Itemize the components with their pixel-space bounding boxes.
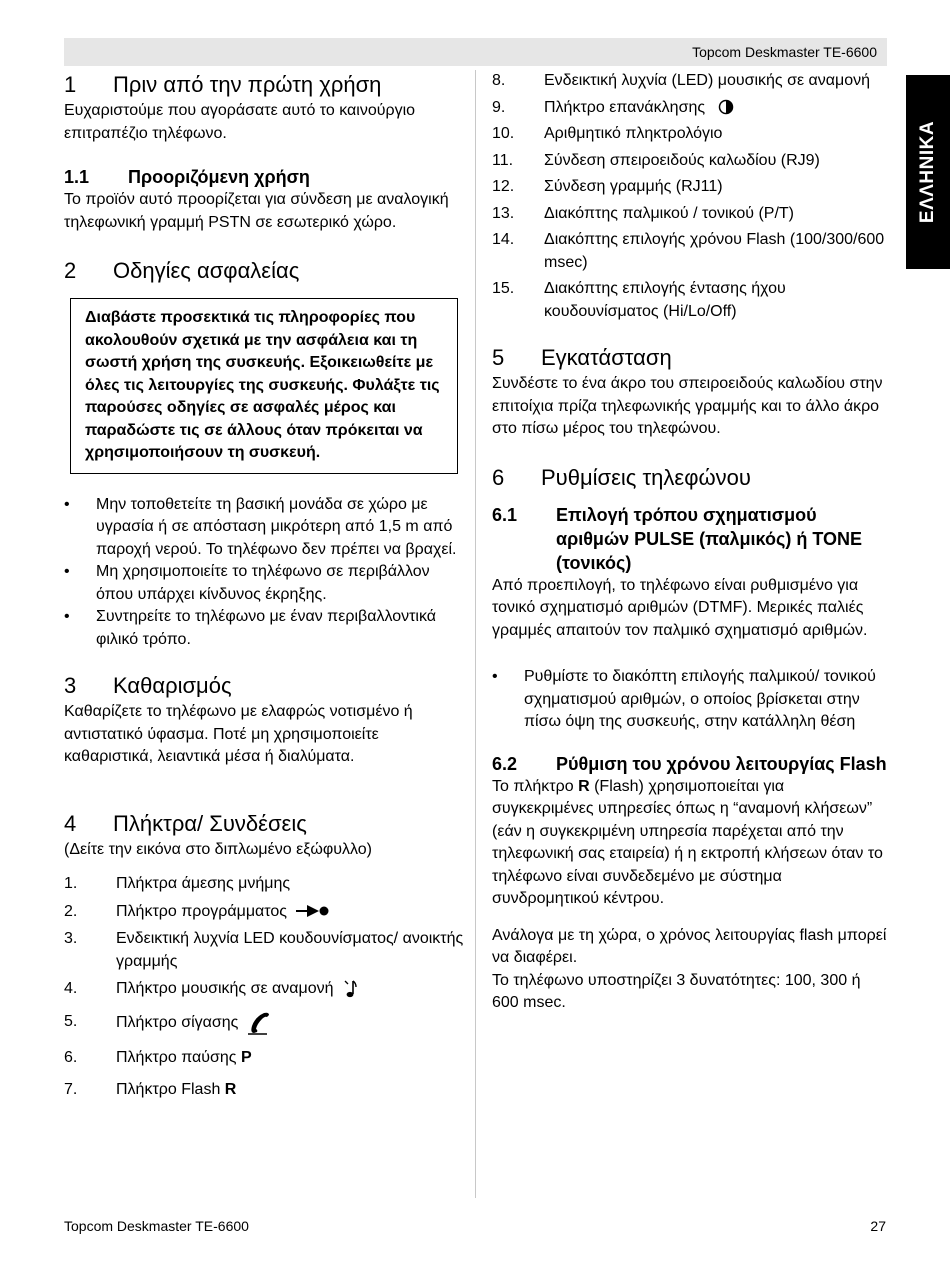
section-3-heading: 3 Καθαρισμός	[64, 673, 232, 698]
mute-handset-icon	[247, 1011, 273, 1035]
page-header	[64, 38, 887, 66]
program-arrow-icon	[295, 904, 329, 918]
section-1-1-heading: 1.1 Προοριζόμενη χρήση	[64, 167, 310, 187]
redial-icon	[714, 99, 738, 115]
section-6-1-heading: 6.1 Επιλογή τρόπου σχηματισμού αριθμών PULSE (παλμικός) ή TONE (τονικός)	[492, 504, 862, 573]
list-item: 13. Διακόπτης παλμικού / τονικού (P/T)	[492, 204, 794, 222]
section-4-heading: 4 Πλήκτρα/ Συνδέσεις	[64, 810, 307, 836]
list-item: 1. Πλήκτρα άμεσης μνήμης	[64, 875, 291, 892]
safety-warning-text: Διαβάστε προσεκτικά τις πληροφορίες που ακολουθούν σχετικά με την ασφάλεια και τη σωστή χρήση της συσκευής. Εξοικειωθείτε με όλες τις λειτουργίες της συσκευής. Φυλάξτε τις παρούσες οδηγίες σε ασφαλές μέρος και παραδώστε τις σε άλλους όταν πρόκειται να χρησιμοποιήσουν τη συσκευή.	[85, 309, 440, 461]
music-note-icon	[342, 979, 358, 999]
list-item: • Μη χρησιμοποιείτε το τηλέφωνο σε περιβάλλον όπου υπάρχει κίνδυνος έκρηξης.	[64, 563, 430, 603]
header-title: Topcom Deskmaster TE-6600	[692, 44, 877, 60]
section-4-subtitle: (Δείτε την εικόνα στο διπλωμένο εξώφυλλο)	[64, 840, 373, 858]
section-6-2-heading: 6.2 Ρύθμιση του χρόνου λειτουργίας Flash	[492, 753, 887, 774]
flash-key-label: R	[224, 1081, 237, 1098]
left-column	[64, 70, 464, 1102]
section-5-text: Συνδέστε το ένα άκρο του σπειροειδούς καλωδίου στην επιτοίχια πρίζα τηλεφωνικής γραμμής και το άλλο άκρο στο πίσω μέρος του τηλεφώνου.	[492, 375, 883, 437]
list-item: 2. Πλήκτρο προγράμματος	[64, 901, 464, 924]
list-item: 8. Ενδεικτική λυχνία (LED) μουσικής σε αναμονή	[492, 72, 871, 89]
list-item: 11. Σύνδεση σπειροειδούς καλωδίου (RJ9)	[492, 151, 820, 169]
language-tab-label: ΕΛΛΗΝΙΚΑ	[917, 120, 938, 224]
list-item: 12. Σύνδεση γραμμής (RJ11)	[492, 178, 723, 195]
list-item: 14. Διακόπτης επιλογής χρόνου Flash (100/300/600 msec)	[492, 231, 885, 271]
list-item: 10. Αριθμητικό πληκτρολόγιο	[492, 125, 723, 142]
safety-bullets	[64, 494, 464, 652]
section-6-2-text-3: Το τηλέφωνο υποστηρίζει 3 δυνατότητες: 100, 300 ή 600 msec.	[492, 971, 861, 1011]
list-item: • Ρυθμίστε το διακόπτη επιλογής παλμικού/ τονικού σχηματισμού αριθμών, ο οποίος βρίσκεται στην πίσω όψη της συσκευής, στην κατάλληλη θέση	[492, 668, 876, 730]
keys-list-continued	[492, 70, 888, 323]
language-tab	[906, 75, 950, 269]
section-1-text: Ευχαριστούμε που αγοράσατε αυτό το καινούργιο επιτραπέζιο τηλέφωνο.	[64, 102, 416, 142]
section-6-2-text: Το πλήκτρο R (Flash) χρησιμοποιείται για συγκεκριμένες υπηρεσίες όπως η “αναμονή κλήσεων” (εάν η συγκεκριμένη υπηρεσία παρέχεται από την τηλεφωνική σας εταιρεία) ή η εκτροπή κλήσεων όταν το τηλέφωνο είναι συνδεδεμένο με σύστημα συνδρομητικού κέντρου.	[492, 777, 883, 907]
column-divider	[475, 70, 476, 1198]
pause-key-label: P	[240, 1048, 252, 1066]
list-item: 5. Πλήκτρο σίγασης	[64, 1011, 464, 1035]
right-column	[492, 70, 888, 1015]
section-6-heading: 6 Ρυθμίσεις τηλεφώνου	[492, 464, 751, 490]
keys-list	[64, 873, 464, 1102]
section-5-heading: 5 Εγκατάσταση	[492, 345, 672, 370]
safety-warning-box	[70, 298, 458, 474]
list-item: • Μην τοποθετείτε τη βασική μονάδα σε χώρο με υγρασία ή σε απόσταση μικρότερη από 1,5 m από παροχή νερού. Το τηλέφωνο δεν πρέπει να βραχεί.	[64, 495, 457, 558]
section-1-1-text: Το προϊόν αυτό προορίζεται για σύνδεση με αναλογική τηλεφωνική γραμμή PSTN σε εσωτερικό χώρο.	[64, 191, 449, 231]
section-6-1-bullets	[492, 666, 888, 734]
list-item: 4. Πλήκτρο μουσικής σε αναμονή	[64, 978, 464, 1001]
section-1-heading: 1 Πριν από την πρώτη χρήση	[64, 72, 382, 97]
footer-title: Topcom Deskmaster TE-6600	[64, 1218, 249, 1234]
section-6-2-text-2: Ανάλογα με τη χώρα, ο χρόνος λειτουργίας flash μπορεί να διαφέρει.	[492, 926, 887, 966]
list-item: • Συντηρείτε το τηλέφωνο με έναν περιβαλλοντικά φιλικό τρόπο.	[64, 608, 437, 648]
list-item: 6. Πλήκτρο παύσης P	[64, 1048, 252, 1066]
list-item: 9. Πλήκτρο επανάκλησης	[492, 97, 888, 120]
list-item: 15. Διακόπτης επιλογής έντασης ήχου κουδουνίσματος (Hi/Lo/Off)	[492, 280, 786, 320]
section-6-1-text: Από προεπιλογή, το τηλέφωνο είναι ρυθμισμένο για τονικό σχηματισμό αριθμών (DTMF). Μερικές παλιές γραμμές απαιτούν τον παλμικό σχηματισμό αριθμών.	[492, 576, 868, 639]
list-item: 3. Ενδεικτική λυχνία LED κουδουνίσματος/ ανοικτής γραμμής	[64, 930, 464, 970]
section-3-text: Καθαρίζετε το τηλέφωνο με ελαφρώς νοτισμένο ή αντιστατικό ύφασμα. Ποτέ μη χρησιμοποιείτε καθαριστικά, λειαντικά μέσα ή διαλύματα.	[64, 703, 413, 765]
page-number: 27	[870, 1218, 886, 1234]
list-item: 7. Πλήκτρο Flash R	[64, 1081, 237, 1098]
section-2-heading: 2 Οδηγίες ασφαλείας	[64, 258, 300, 283]
